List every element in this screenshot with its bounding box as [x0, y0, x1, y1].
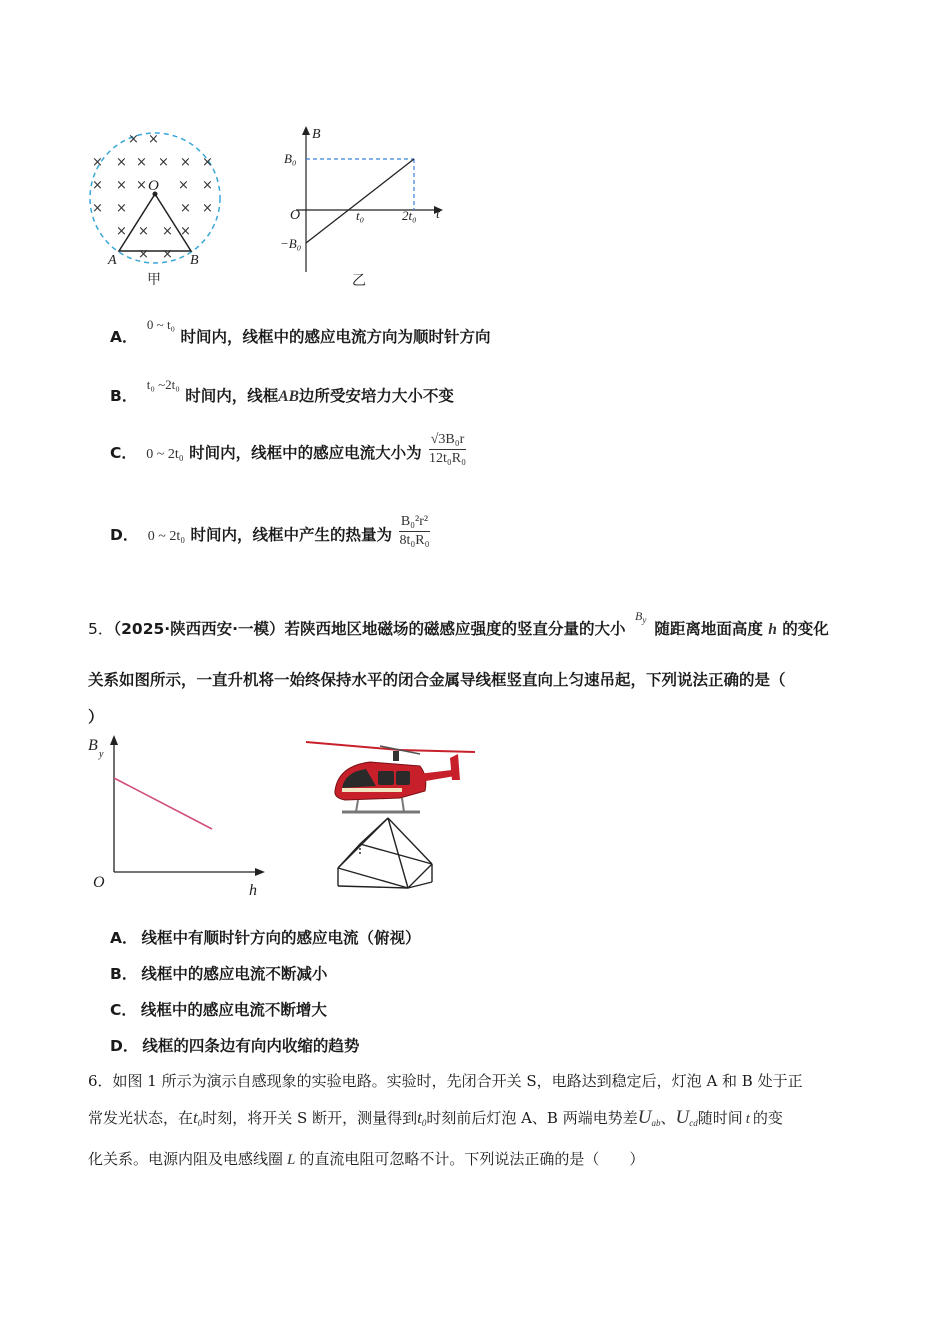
field-cross: × [116, 201, 127, 216]
option-text: 时间内，线框中的感应电流大小为 [189, 444, 422, 462]
field-cross: × [202, 178, 213, 193]
field-cross: × [162, 224, 173, 239]
option-label: A． [110, 929, 138, 947]
helicopter-illustration [300, 736, 480, 896]
x-axis-arrow [255, 868, 265, 876]
x-axis-label: t [436, 207, 440, 222]
q5-option-c[interactable] [110, 998, 327, 1020]
stem-text: 常发光状态，在 [88, 1109, 194, 1127]
field-cross: × [116, 178, 127, 193]
rotor-blades [306, 742, 475, 754]
q5-option-a[interactable] [110, 926, 421, 948]
fraction-denominator: 8t₀R₀ [399, 533, 430, 548]
separator: 、 [660, 1109, 676, 1127]
field-cross: × [162, 247, 173, 262]
q4-option-d[interactable] [110, 514, 431, 553]
condition-math: 0 ~ t₀ [146, 317, 176, 332]
fraction-numerator: √3B₀r [429, 432, 467, 450]
t0-symbol: $t_0$ [417, 1108, 427, 1128]
option-text-after: 边所受安培力大小不变 [298, 387, 454, 405]
q5-option-d[interactable] [110, 1034, 359, 1056]
t-symbol: t [745, 1111, 750, 1127]
field-cross: × [202, 201, 213, 216]
field-cross: × [178, 178, 189, 193]
field-cross: × [138, 224, 149, 239]
fraction-numerator: B₀²r² [399, 514, 430, 532]
h-symbol: h [768, 621, 777, 638]
field-cross: × [138, 247, 149, 262]
figure-jia [80, 120, 240, 295]
ucd-symbol: $U_{cd}$ [675, 1107, 698, 1128]
option-text: 线框的四条边有向内收缩的趋势 [142, 1037, 360, 1055]
question-source: （2025·陕西西安·一模） [113, 620, 285, 638]
field-cross: × [136, 178, 147, 193]
b0-tick-label: B₀ [284, 151, 297, 166]
stem-text: 随时间 [697, 1109, 743, 1127]
vertex-a-label: A [108, 253, 117, 268]
center-label: O [148, 178, 159, 194]
stem-text: 的直流电阻可忽略不计。下列说法正确的是（ ） [299, 1150, 645, 1168]
field-cross: × [92, 201, 103, 216]
field-cross: × [92, 178, 103, 193]
stem-text: 时刻前后灯泡 A、B 两端电势差 [426, 1109, 638, 1127]
y-axis-label: B [88, 737, 98, 754]
field-cross: × [116, 224, 127, 239]
q5-stem-line-3: ） [88, 708, 104, 726]
figure-yi [278, 122, 453, 292]
y-axis-arrow [302, 126, 310, 135]
by-h-line [114, 778, 212, 829]
option-label: D． [110, 526, 139, 544]
q4-option-b[interactable] [110, 377, 454, 406]
stem-text: 的变化 [782, 620, 829, 638]
option-text: 时间内，线框中的感应电流方向为顺时针方向 [180, 328, 491, 346]
q5-stem-line-1 [88, 609, 829, 639]
heat-fraction [397, 514, 431, 549]
y-axis-label: B [312, 127, 321, 142]
condition-math: 0 ~ 2t₀ [147, 529, 186, 544]
field-cross: × [128, 132, 139, 147]
option-text-before: 时间内，线框 [185, 387, 279, 405]
q6-stem-line-2 [88, 1107, 783, 1129]
q6-stem-line-1: 6．如图 1 所示为演示自感现象的实验电路。实验时，先闭合开关 S，电路达到稳定后，灯泡 A 和 B 处于正 [88, 1072, 803, 1090]
uab-symbol: $U_{ab}$ [637, 1107, 661, 1128]
option-text: 线框中的感应电流不断减小 [141, 965, 328, 983]
q5-stem-line-2: 关系如图所示，一直升机将一始终保持水平的闭合金属导线框竖直向上匀速吊起，下列说法正确的是（ [88, 671, 786, 689]
t0-symbol: $t_0$ [193, 1108, 203, 1128]
q4-option-c[interactable] [110, 432, 468, 471]
origin-label: O [93, 874, 105, 891]
option-label: B． [110, 965, 138, 983]
magnetic-field-region-circle [90, 133, 220, 263]
option-label: C． [110, 1001, 137, 1019]
side-ab: AB [278, 388, 299, 405]
fraction-denominator: 12t₀R₀ [428, 451, 466, 466]
figure-caption-yi: 乙 [352, 273, 366, 289]
field-cross: × [92, 155, 103, 170]
question-number: 5． [88, 620, 114, 638]
q6-stem-line-3 [88, 1148, 644, 1169]
pyramid-frame [338, 818, 432, 888]
q5-option-b[interactable] [110, 962, 327, 984]
field-cross: × [148, 132, 159, 147]
field-cross: × [136, 155, 147, 170]
option-text: 线框中的感应电流不断增大 [140, 1001, 327, 1019]
field-cross: × [158, 155, 169, 170]
stem-text: 化关系。电源内阻及电感线圈 [88, 1150, 284, 1168]
t0-tick-label: t₀ [356, 208, 365, 223]
x-axis-label: h [249, 882, 257, 899]
origin-label: O [290, 208, 301, 223]
vertex-b-label: B [190, 253, 199, 268]
2t0-tick-label: 2t₀ [402, 208, 417, 223]
y-axis-arrow [110, 735, 118, 745]
option-text: 线框中有顺时针方向的感应电流（俯视） [141, 929, 421, 947]
condition-math: t₀ ~2t₀ [146, 377, 180, 392]
stem-text: 时刻，将开关 S 断开，测量得到 [202, 1109, 418, 1127]
b-t-line [306, 159, 414, 243]
neg-b0-tick-label: −B₀ [280, 236, 302, 251]
by-symbol: By [634, 609, 647, 625]
stem-text: 随距离地面高度 [654, 620, 763, 638]
stem-text: 若陕西地区地磁场的磁感应强度的竖直分量的大小 [284, 620, 626, 638]
option-text: 时间内，线框中产生的热量为 [190, 526, 393, 544]
stem-text: 的变 [752, 1109, 783, 1127]
current-fraction [427, 432, 468, 467]
condition-math: 0 ~ 2t₀ [146, 447, 184, 462]
field-cross: × [180, 155, 191, 170]
l-symbol: L [287, 1152, 296, 1168]
y-axis-subscript: y [99, 749, 104, 760]
q5-by-h-graph [85, 730, 275, 902]
field-cross: × [202, 155, 213, 170]
field-cross: × [116, 155, 127, 170]
figure-caption-jia: 甲 [147, 272, 161, 288]
option-label: A． [110, 328, 138, 346]
option-label: D． [110, 1037, 139, 1055]
field-cross: × [180, 224, 191, 239]
option-label: B． [110, 387, 138, 405]
field-cross: × [180, 201, 191, 216]
option-label: C． [110, 444, 137, 462]
